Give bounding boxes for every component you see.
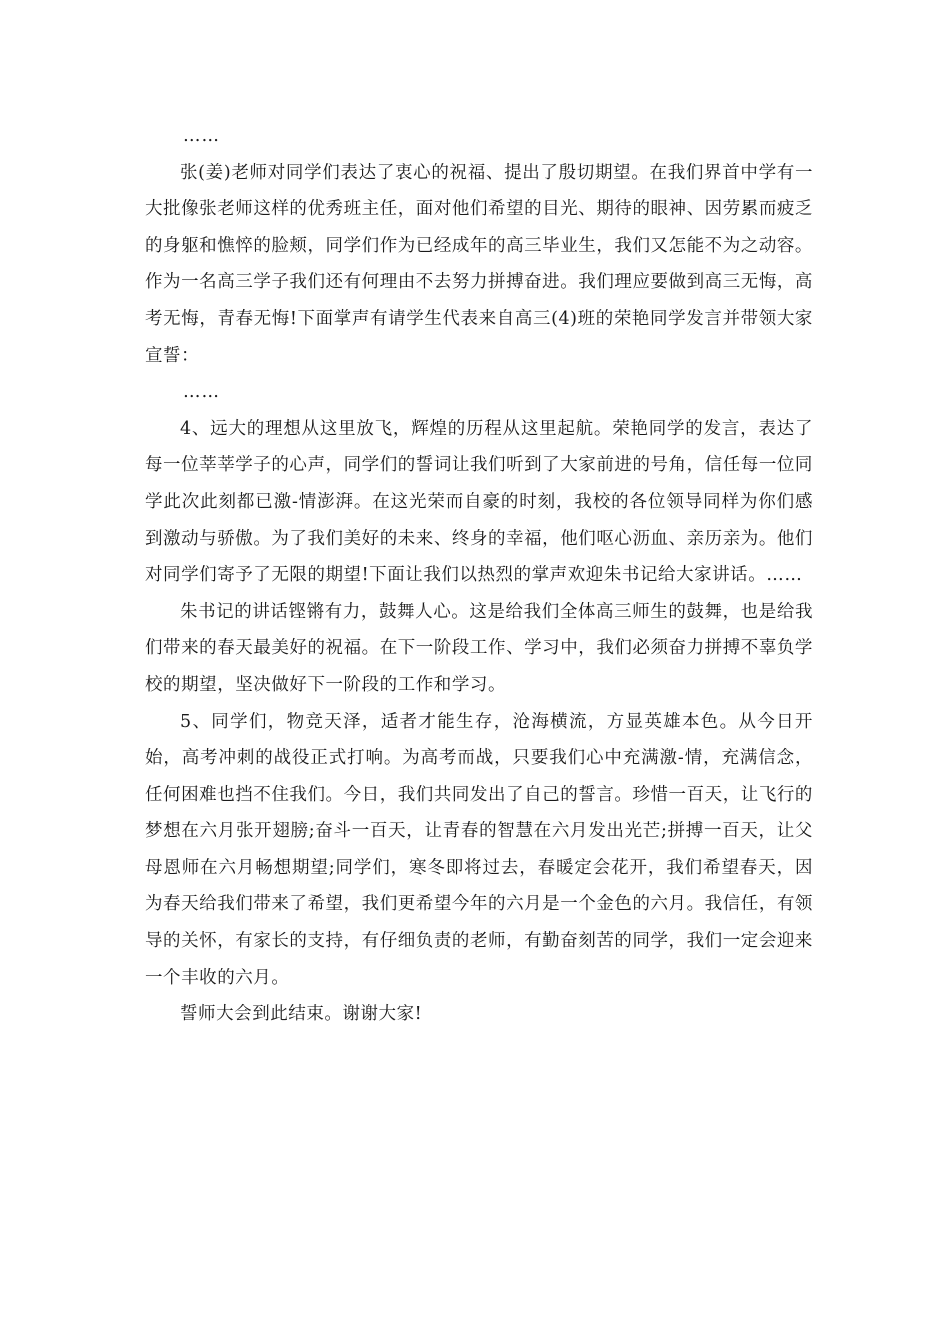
document-body xyxy=(145,118,813,1033)
paragraph-secretary-zhu: 朱书记的讲话铿锵有力，鼓舞人心。这是给我们全体高三师生的鼓舞，也是给我们带来的春天最美好的祝福。在下一阶段工作、学习中，我们必须奋力拼搏不辜负学校的期望，坚决做好下一阶段的工作和学习。 xyxy=(145,601,813,695)
ellipsis-line: …… xyxy=(183,382,220,403)
ellipsis-line: …… xyxy=(183,126,220,146)
paragraph-section-5: 5、同学们，物竞天泽，适者才能生存，沧海横流，方显英雄本色。从今日开始，高考冲刺的战役正式打响。为高考而战，只要我们心中充满激-情，充满信念，任何困难也挡不住我们。今日，我们共同发出了自己的誓言。珍惜一百天，让飞行的梦想在六月张开翅膀;奋斗一百天，让青春的智慧在六月发出光芒;拼搏一百天，让父母恩师在六月畅想期望;同学们，寒冬即将过去，春暖定会花开，我们希望春天，因为春天给我们带来了希望，我们更希望今年的六月是一个金色的六月。我信任，有领导的关怀，有家长的支持，有仔细负责的老师，有勤奋刻苦的同学，我们一定会迎来一个丰收的六月。 xyxy=(145,711,813,988)
paragraph-section-4: 4、远大的理想从这里放飞，辉煌的历程从这里起航。荣艳同学的发言，表达了每一位莘莘学子的心声，同学们的誓词让我们听到了大家前进的号角，信任每一位同学此次此刻都已激-情澎湃。在这光荣而自豪的时刻，我校的各位领导同样为你们感到激动与骄傲。为了我们美好的未来、终身的幸福，他们呕心沥血、亲历亲为。他们对同学们寄予了无限的期望!下面让我们以热烈的掌声欢迎朱书记给大家讲话。…… xyxy=(145,418,813,586)
paragraph-closing: 誓师大会到此结束。谢谢大家! xyxy=(180,1004,423,1025)
paragraph-teacher-zhang: 张(姜)老师对同学们表达了衷心的祝福、提出了殷切期望。在我们界首中学有一大批像张老师这样的优秀班主任，面对他们希望的目光、期待的眼神、因劳累而疲乏的身躯和憔悴的脸颊，同学们作为已经成年的高三毕业生，我们又怎能不为之动容。作为一名高三学子我们还有何理由不去努力拼搏奋进。我们理应要做到高三无悔，高考无悔，青春无悔!下面掌声有请学生代表来自高三(4)班的荣艳同学发言并带领大家宣誓： xyxy=(145,162,813,366)
